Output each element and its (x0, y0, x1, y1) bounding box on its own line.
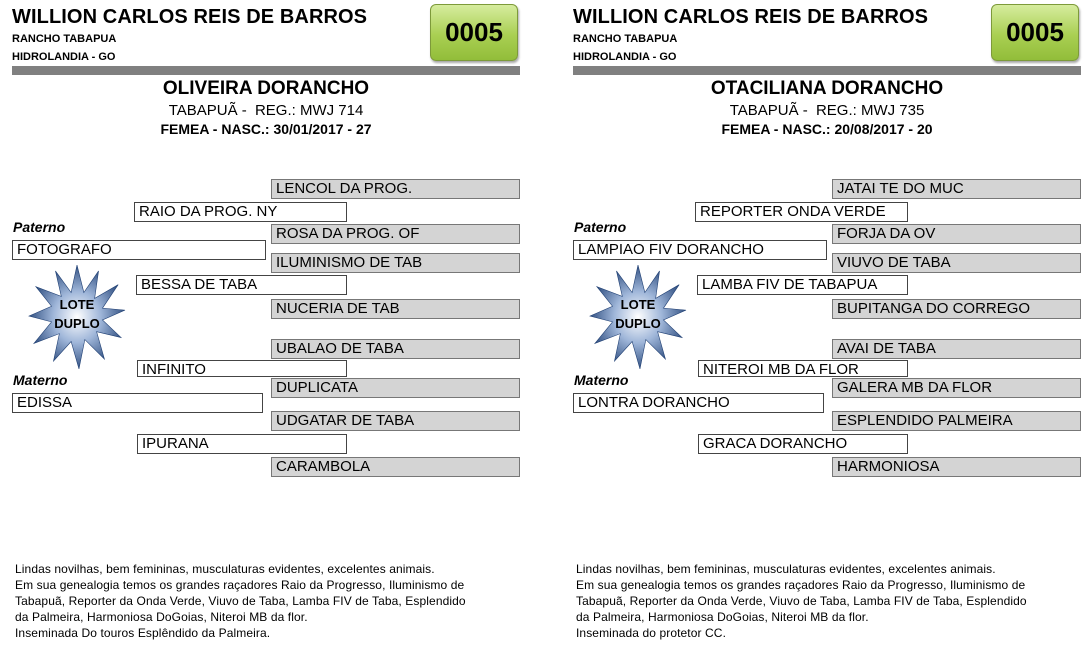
lot-description (576, 561, 1091, 641)
maternal-label: Materno (574, 372, 629, 388)
registration-line (573, 102, 1081, 119)
badge-line-1: LOTE (59, 297, 95, 312)
pedigree-sire-dam-sire: VIUVO DE TABA (832, 253, 1081, 273)
pedigree-sire-sire-sire: LENCOL DA PROG. (271, 179, 520, 199)
lot-number-badge: 0005 (991, 4, 1079, 61)
header-divider (573, 66, 1081, 75)
animal-name: OLIVEIRA DORANCHO (162, 78, 370, 99)
pedigree-dam: EDISSA (12, 393, 263, 413)
lot-number-badge: 0005 (430, 4, 518, 61)
birth-info: FEMEA - NASC.: 30/01/2017 - 27 (160, 121, 372, 137)
owner-name: WILLION CARLOS REIS DE BARROS (12, 6, 368, 28)
pedigree-sire-sire: REPORTER ONDA VERDE (695, 202, 908, 222)
paternal-label: Paterno (574, 219, 627, 235)
paternal-label: Paterno (13, 219, 66, 235)
owner-name: WILLION CARLOS REIS DE BARROS (573, 6, 929, 28)
description-line: Em sua genealogia temos os grandes raçadores Raio da Progresso, Iluminismo de (576, 578, 1026, 592)
pedigree-dam-dam-dam: HARMONIOSA (832, 457, 1081, 477)
lot-card-right (561, 0, 1092, 648)
registration-number: REG.: MWJ 714 (254, 102, 364, 119)
breed: TABAPUÃ - (729, 102, 808, 119)
birth-info: FEMEA - NASC.: 20/08/2017 - 20 (721, 121, 933, 137)
pedigree-dam-dam-dam: CARAMBOLA (271, 457, 520, 477)
description-line: Lindas novilhas, bem femininas, musculaturas evidentes, excelentes animais. (15, 562, 435, 576)
pedigree-sire: LAMPIAO FIV DORANCHO (573, 240, 827, 260)
pedigree-sire-sire-dam: ROSA DA PROG. OF (271, 224, 520, 244)
lot-description (15, 561, 530, 641)
breed: TABAPUÃ - (168, 102, 247, 119)
description-line: Em sua genealogia temos os grandes raçadores Raio da Progresso, Iluminismo de (15, 578, 465, 592)
pedigree-dam-sire-sire: UBALAO DE TABA (271, 339, 520, 359)
pedigree-sire-sire-dam: FORJA DA OV (832, 224, 1081, 244)
description-line: da Palmeira, Harmoniosa DoGoias, Niteroi MB da flor. (576, 610, 869, 624)
pedigree-sire: FOTOGRAFO (12, 240, 266, 260)
header-divider (12, 66, 520, 75)
description-line: Inseminada do protetor CC. (576, 626, 727, 640)
city-name: HIDROLANDIA - GO (573, 51, 677, 63)
animal-name: OTACILIANA DORANCHO (710, 78, 944, 99)
maternal-label: Materno (13, 372, 68, 388)
description-line: Inseminada Do touros Esplêndido da Palmeira. (15, 626, 271, 640)
badge-line-2: DUPLO (54, 316, 100, 331)
description-line: da Palmeira, Harmoniosa DoGoias, Niteroi MB da flor. (15, 610, 308, 624)
double-lot-label (589, 295, 687, 333)
description-line: Tabapuã, Reporter da Onda Verde, Viuvo de Taba, Lamba FIV de Taba, Esplendido (15, 594, 466, 608)
pedigree-dam-dam: GRACA DORANCHO (698, 434, 908, 454)
pedigree-dam-sire: INFINITO (137, 360, 347, 377)
description-line: Tabapuã, Reporter da Onda Verde, Viuvo de Taba, Lamba FIV de Taba, Esplendido (576, 594, 1027, 608)
pedigree-sire-dam-dam: NUCERIA DE TAB (271, 299, 520, 319)
pedigree-dam-sire-dam: DUPLICATA (271, 378, 520, 398)
registration-line (12, 102, 520, 119)
pedigree-dam-dam-sire: UDGATAR DE TABA (271, 411, 520, 431)
pedigree-dam-sire-dam: GALERA MB DA FLOR (832, 378, 1081, 398)
pedigree-sire-sire: RAIO DA PROG. NY (134, 202, 347, 222)
ranch-name: RANCHO TABAPUA (12, 33, 117, 45)
pedigree-sire-dam: BESSA DE TABA (136, 275, 347, 295)
pedigree-sire-dam-sire: ILUMINISMO DE TAB (271, 253, 520, 273)
badge-line-1: LOTE (620, 297, 656, 312)
double-lot-label (28, 295, 126, 333)
pedigree-dam-dam: IPURANA (137, 434, 347, 454)
badge-line-2: DUPLO (615, 316, 661, 331)
pedigree-dam-sire: NITEROI MB DA FLOR (698, 360, 908, 377)
pedigree-dam-sire-sire: AVAI DE TABA (832, 339, 1081, 359)
city-name: HIDROLANDIA - GO (12, 51, 116, 63)
pedigree-dam: LONTRA DORANCHO (573, 393, 824, 413)
ranch-name: RANCHO TABAPUA (573, 33, 678, 45)
pedigree-sire-sire-sire: JATAI TE DO MUC (832, 179, 1081, 199)
description-line: Lindas novilhas, bem femininas, musculaturas evidentes, excelentes animais. (576, 562, 996, 576)
pedigree-sire-dam: LAMBA FIV DE TABAPUA (697, 275, 908, 295)
lot-card-left (0, 0, 540, 648)
pedigree-sire-dam-dam: BUPITANGA DO CORREGO (832, 299, 1081, 319)
pedigree-dam-dam-sire: ESPLENDIDO PALMEIRA (832, 411, 1081, 431)
registration-number: REG.: MWJ 735 (815, 102, 925, 119)
